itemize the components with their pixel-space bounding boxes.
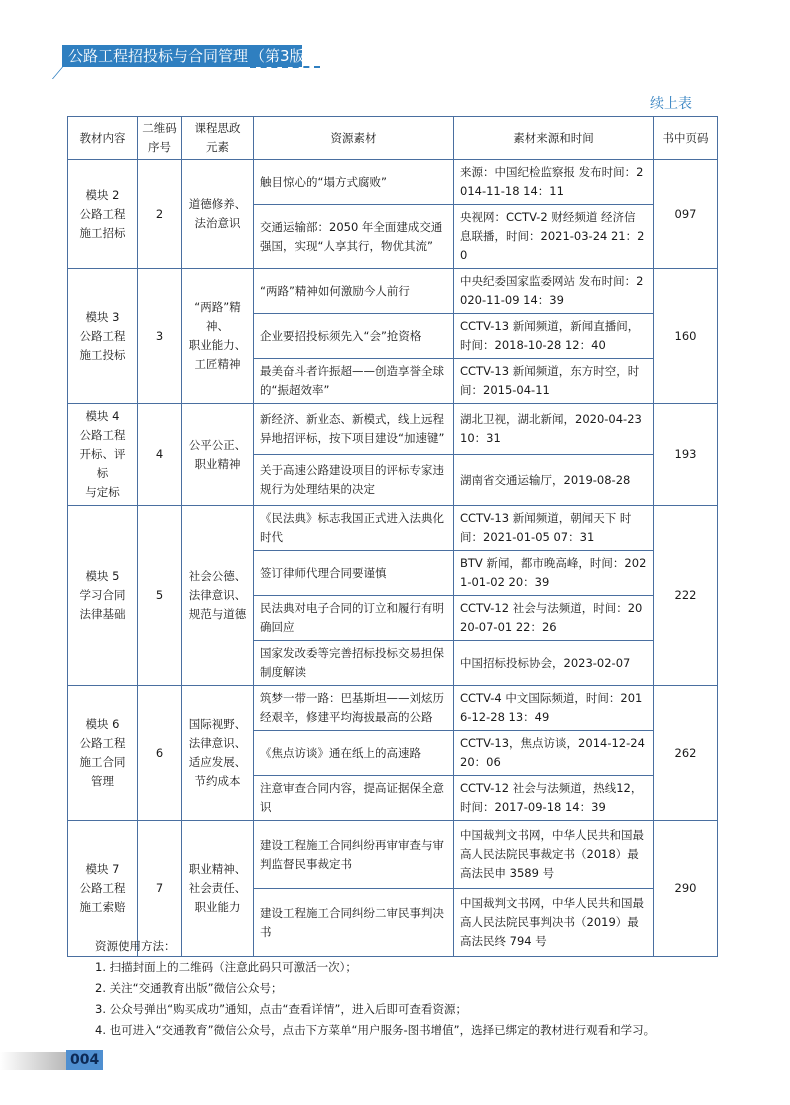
usage-note-item: 1. 扫描封面上的二维码（注意此码只可激活一次）；: [95, 960, 357, 974]
resource-material-cell: “两路”精神如何激励今人前行: [254, 269, 454, 314]
ideology-elements-cell: 社会公德、 法律意识、 规范与道德: [182, 506, 254, 686]
resource-source-cell: 中国裁判文书网，中华人民共和国最高人民法院民事判决书（2019）最高法民终 794 号: [454, 889, 654, 957]
edition-label: （第3版）: [250, 47, 320, 65]
resource-source-cell: 中国裁判文书网，中华人民共和国最高人民法院民事裁定书（2018）最高法民申 3589 号: [454, 821, 654, 889]
page-number: 004: [66, 1050, 103, 1070]
footer-gradient-bar: [0, 1052, 66, 1070]
module-content-cell: 模块 4 公路工程 开标、评标 与定标: [68, 404, 138, 506]
header-elements: 课程思政 元素: [182, 117, 254, 160]
resource-material-cell: 《民法典》标志我国正式进入法典化时代: [254, 506, 454, 551]
table-row: [68, 404, 718, 455]
qr-code-cell: 7: [138, 821, 182, 957]
ideology-elements-cell: 道德修养、 法治意识: [182, 160, 254, 269]
resource-material-cell: 最美奋斗者许振超——创造享誉全球的“振超效率”: [254, 359, 454, 404]
resource-source-cell: CCTV-13 新闻频道，东方时空，时间：2015-04-11: [454, 359, 654, 404]
module-content-cell: 模块 3 公路工程 施工投标: [68, 269, 138, 404]
book-page-cell: 097: [654, 160, 718, 269]
resource-material-cell: 国家发改委等完善招标投标交易担保制度解读: [254, 641, 454, 686]
resource-material-cell: 关于高速公路建设项目的评标专家违规行为处理结果的决定: [254, 455, 454, 506]
resource-material-cell: 签订律师代理合同要谨慎: [254, 551, 454, 596]
resource-source-cell: CCTV-13 新闻频道，新闻直播间，时间：2018-10-28 12：40: [454, 314, 654, 359]
resource-source-cell: CCTV-13 新闻频道，朝闻天下 时间：2021-01-05 07：31: [454, 506, 654, 551]
table-row: [68, 821, 718, 889]
table-row: [68, 506, 718, 551]
qr-code-cell: 2: [138, 160, 182, 269]
header-dashed-rule: [250, 66, 320, 68]
book-title: 公路工程招投标与合同管理: [68, 47, 249, 65]
resource-table: [67, 116, 718, 957]
resource-source-cell: CCTV-12 社会与法频道，热线12，时间：2017-09-18 14：39: [454, 776, 654, 821]
resource-material-cell: 建设工程施工合同纠纷再审审查与审判监督民事裁定书: [254, 821, 454, 889]
book-page-cell: 160: [654, 269, 718, 404]
header-content: 教材内容: [68, 117, 138, 160]
resource-source-cell: 中央纪委国家监委网站 发布时间：2020-11-09 14：39: [454, 269, 654, 314]
book-page-cell: 222: [654, 506, 718, 686]
resource-source-cell: 湖北卫视，湖北新闻，2020-04-23 10：31: [454, 404, 654, 455]
resource-material-cell: 交通运输部：2050 年全面建成交通强国，实现“人享其行，物优其流”: [254, 205, 454, 269]
resource-source-cell: 中国招标投标协会，2023-02-07: [454, 641, 654, 686]
resource-material-cell: 企业要招投标须先入“会”抢资格: [254, 314, 454, 359]
usage-notes-title: 资源使用方法：: [95, 939, 176, 953]
resource-source-cell: 来源：中国纪检监察报 发布时间：2014-11-18 14：11: [454, 160, 654, 205]
book-page-cell: 262: [654, 686, 718, 821]
usage-notes: [95, 936, 735, 1041]
resource-source-cell: BTV 新闻，都市晚高峰，时间：2021-01-02 20：39: [454, 551, 654, 596]
resource-source-cell: CCTV-4 中文国际频道，时间：2016-12-28 13：49: [454, 686, 654, 731]
table-row: [68, 686, 718, 731]
ideology-elements-cell: 公平公正、 职业精神: [182, 404, 254, 506]
module-content-cell: 模块 6 公路工程 施工合同 管理: [68, 686, 138, 821]
qr-code-cell: 6: [138, 686, 182, 821]
resource-source-cell: 央视网：CCTV-2 财经频道 经济信息联播，时间：2021-03-24 21：20: [454, 205, 654, 269]
header-qr-code: 二维码 序号: [138, 117, 182, 160]
table-row: [68, 269, 718, 314]
resource-material-cell: 建设工程施工合同纠纷二审民事判决书: [254, 889, 454, 957]
module-content-cell: 模块 2 公路工程 施工招标: [68, 160, 138, 269]
usage-note-item: 4. 也可进入“交通教育”微信公众号，点击下方菜单“用户服务-图书增值”，选择已绑定的教材进行观看和学习。: [95, 1023, 656, 1037]
header-material: 资源素材: [254, 117, 454, 160]
resource-material-cell: 新经济、新业态、新模式，线上远程异地招评标，按下项目建设“加速键”: [254, 404, 454, 455]
resource-source-cell: CCTV-13，焦点访谈，2014-12-24 20：06: [454, 731, 654, 776]
table-body: [68, 160, 718, 957]
qr-code-cell: 4: [138, 404, 182, 506]
resource-material-cell: 注意审查合同内容，提高证据保全意识: [254, 776, 454, 821]
header-page: 书中页码: [654, 117, 718, 160]
resource-material-cell: 触目惊心的“塌方式腐败”: [254, 160, 454, 205]
usage-note-item: 3. 公众号弹出“购买成功”通知，点击“查看详情”，进入后即可查看资源；: [95, 1002, 467, 1016]
table-row: [68, 160, 718, 205]
qr-code-cell: 5: [138, 506, 182, 686]
header-source: 素材来源和时间: [454, 117, 654, 160]
resource-material-cell: 民法典对电子合同的订立和履行有明确回应: [254, 596, 454, 641]
module-content-cell: 模块 5 学习合同 法律基础: [68, 506, 138, 686]
ideology-elements-cell: 职业精神、 社会责任、 职业能力: [182, 821, 254, 957]
resource-source-cell: 湖南省交通运输厅，2019-08-28: [454, 455, 654, 506]
resource-source-cell: CCTV-12 社会与法频道，时间：2020-07-01 22：26: [454, 596, 654, 641]
continued-label: 续上表: [650, 96, 692, 112]
resource-material-cell: 《焦点访谈》通在纸上的高速路: [254, 731, 454, 776]
running-header: [62, 45, 320, 67]
table-header-row: [68, 117, 718, 160]
book-page-cell: 290: [654, 821, 718, 957]
qr-code-cell: 3: [138, 269, 182, 404]
ideology-elements-cell: “两路”精神、 职业能力、 工匠精神: [182, 269, 254, 404]
resource-material-cell: 筑梦一带一路：巴基斯坦——刘炫历经艰辛，修建平均海拔最高的公路: [254, 686, 454, 731]
book-page-cell: 193: [654, 404, 718, 506]
module-content-cell: 模块 7 公路工程 施工索赔: [68, 821, 138, 957]
ideology-elements-cell: 国际视野、 法律意识、 适应发展、 节约成本: [182, 686, 254, 821]
usage-note-item: 2. 关注“交通教育出版”微信公众号；: [95, 981, 283, 995]
header-slash-rule: [52, 67, 83, 79]
